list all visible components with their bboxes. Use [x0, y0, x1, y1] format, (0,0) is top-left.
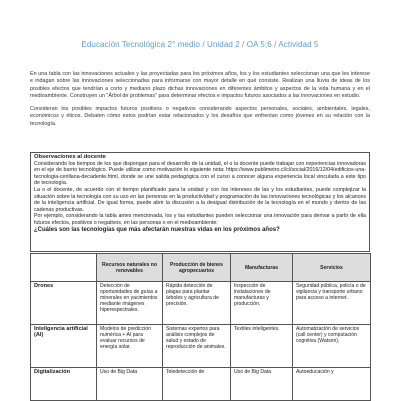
observations-paragraph-3: Por ejemplo, considerando la tabla antes mencionada, los y las estudiantes pueden seleccionar una innovación para derivar a partir de ella futuros efectos, positivos o negativos, en las personas o en el medioambiente: — [34, 213, 366, 226]
intro-text — [30, 71, 370, 134]
table-header-cell: Manufacturas — [231, 254, 293, 282]
teacher-observations-box — [30, 152, 370, 252]
table-cell: Uso de Big Data — [231, 368, 293, 401]
table-cell: Seguridad pública, policía o de vigilancia y transporte urbano para acceso a internet. — [293, 282, 371, 325]
table-header-cell — [31, 254, 97, 282]
table-header-cell: Recursos naturales no renovables — [97, 254, 163, 282]
table-cell: Uso de Big Data — [97, 368, 163, 401]
table-cell: Autoeducación y — [293, 368, 371, 401]
table-cell: Automatización de servicios (call center) y computación cognitiva (Watson). — [293, 325, 371, 368]
observations-paragraph-1: Considerando los tiempos de los que dispongan para el desarrollo de la unidad, el o la docente puede trabajar con experiencias innovadoras en el eje de barrio tecnológico. Puede utilizar como motivación lo siguiente nota: https://www.publimetro.cl/cl/social/2016/12/04/edificios-una-tecnologia-cerillana-decadente.html, donde se une salida pedagógica con el curso a conocer alguna experiencia local vinculada a este tipo de tecnología. — [34, 160, 366, 187]
intro-paragraph-2: Consideran los posibles impactos futuros positivos o negativos considerando aspectos personales, sociales, ambientales, legales, económicos y éticos. Debaten cómo estos podrían estar relacionados y los desafíos que enfrentan como jóvenes en su relación con la tecnología. — [30, 106, 370, 127]
row-label: Digitalización — [31, 368, 97, 401]
table-cell: Modelos de predicción numérica + AI para evaluar recursos de energía solar. — [97, 325, 163, 368]
table-row — [31, 282, 371, 325]
table-header-cell: Producción de bienes agropecuarios — [163, 254, 231, 282]
observations-paragraph-2: La o el docente, de acuerdo con el tiempo planificado para la unidad y con los intereses de las y los estudiantes, puede complejizar la situación sobre la tecnología con su uso en las personas en la productividad y programación de las innovaciones tecnológicas y los alcances de la inteligencia artificial. De igual forma, puede abrir la discusión a la desigual distribución de la tecnología en el mundo y dentro de las cadenas productivas. — [34, 186, 366, 213]
row-label: Drones — [31, 282, 97, 325]
table-row — [31, 368, 371, 401]
table-header-row — [31, 254, 371, 282]
table-cell: Detección de oportunidades de guías a minerales en yacimientos mediante imágenes hiperespectrales. — [97, 282, 163, 325]
table-cell: Teledetección de — [163, 368, 231, 401]
technology-impact-table — [30, 253, 371, 401]
table-cell: Sistemas expertos para análisis complejos de salud y estado de reproducción de animales. — [163, 325, 231, 368]
table-cell: Inspección de instalaciones de manufacturas y producción. — [231, 282, 293, 325]
table-row — [31, 325, 371, 368]
table-cell: Rápida detección de plagas para plantar árboles y agricultura de precisión. — [163, 282, 231, 325]
observations-question: ¿Cuáles son las tecnologías que más afectarán nuestras vidas en los próximos años? — [34, 226, 280, 233]
page-title: Educación Tecnológica 2° medio / Unidad 2 / OA 5;6 / Actividad 5 — [81, 40, 319, 49]
observations-heading: Observaciones al docente — [34, 154, 106, 160]
table-cell: Textiles inteligentes. — [231, 325, 293, 368]
row-label: Inteligencia artificial (AI) — [31, 325, 97, 368]
intro-paragraph-1: En una tabla con las innovaciones actuales y las proyectadas para los próximos años, los y los estudiantes seleccionan una que les interese e indagan sobre las innovaciones seleccionadas para informarse con mayor detalle en qué consiste. Realizan una lluvia de ideas de los posibles efectos que tendrían a corto y mediano plazo dichas innovaciones en diferentes ámbitos y aspectos de la vida humana y en el medioambiente. Construyen un "Árbol de problemas" para determinar efectos e impactos futuros asociados a las innovaciones en estudio. — [30, 71, 370, 99]
table-header-cell: Servicios — [293, 254, 371, 282]
